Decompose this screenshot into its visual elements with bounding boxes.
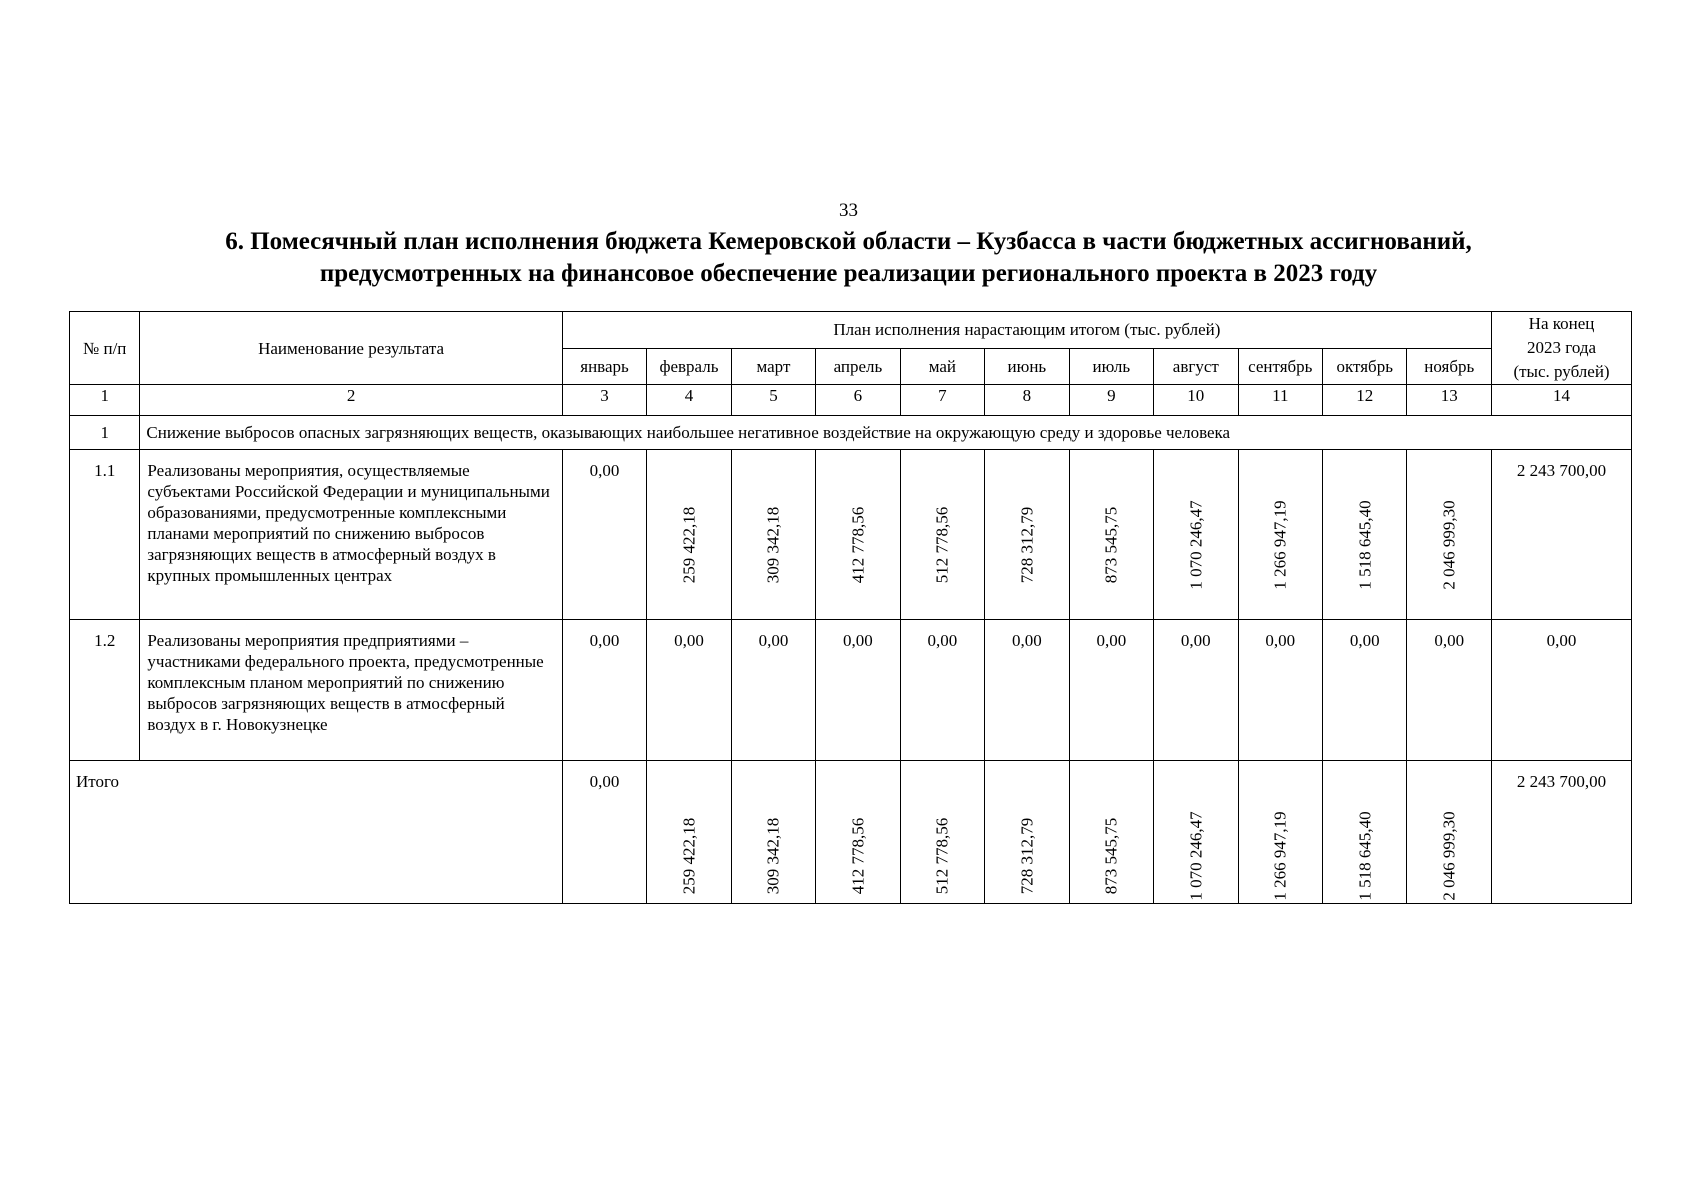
column-number: 3: [562, 385, 646, 416]
value-cell: [1154, 450, 1238, 620]
total-value-cell: [1069, 761, 1153, 904]
total-value-cell: [1154, 761, 1238, 904]
total-label: Итого: [70, 761, 563, 904]
month-header: февраль: [647, 348, 731, 385]
total-value-cell: [900, 761, 984, 904]
value-cell: [816, 450, 900, 620]
total-value-text: 309 342,18: [763, 817, 783, 895]
header-plan: План исполнения нарастающим итогом (тыс. рублей): [562, 312, 1491, 349]
value-text: 309 342,18: [763, 506, 783, 584]
total-value-text: 1 070 246,47: [1186, 811, 1206, 901]
total-value-cell: [985, 761, 1069, 904]
column-number: 12: [1323, 385, 1407, 416]
value-cell: 0,00: [647, 620, 731, 761]
total-value-cell: [1407, 761, 1492, 904]
month-header: октябрь: [1323, 348, 1407, 385]
value-cell: 0,00: [1069, 620, 1153, 761]
value-cell: [647, 450, 731, 620]
value-cell: 0,00: [1238, 620, 1322, 761]
result-row-1-1: [70, 450, 1632, 620]
column-number: 8: [985, 385, 1069, 416]
value-text: 2 046 999,30: [1439, 500, 1459, 590]
value-cell: 0,00: [1407, 620, 1492, 761]
column-number: 7: [900, 385, 984, 416]
header-row-top: [70, 312, 1632, 349]
column-number: 11: [1238, 385, 1322, 416]
column-number: 1: [70, 385, 140, 416]
total-value-text: 512 778,56: [932, 817, 952, 895]
value-text: 412 778,56: [848, 506, 868, 584]
month-header: январь: [562, 348, 646, 385]
value-cell: 0,00: [1323, 620, 1407, 761]
value-cell: [1323, 450, 1407, 620]
value-text: 259 422,18: [679, 506, 699, 584]
result-number: 1.2: [70, 620, 140, 761]
title-line-1: 6. Помесячный план исполнения бюджета Кемеровской области – Кузбасса в части бюджетных ассигнований,: [225, 228, 1472, 255]
total-value-text: 412 778,56: [848, 817, 868, 895]
value-cell: 0,00: [900, 620, 984, 761]
total-value-cell: [816, 761, 900, 904]
value-text: 512 778,56: [932, 506, 952, 584]
document-title: [0, 226, 1697, 290]
group-title: Снижение выбросов опасных загрязняющих веществ, оказывающих наибольшее негативное воздействие на окружающую среду и здоровье человека: [140, 416, 1632, 450]
header-end-line-1: На конец: [1528, 314, 1595, 333]
result-row-1-2: [70, 620, 1632, 761]
month-header: ноябрь: [1407, 348, 1492, 385]
total-value-text: 2 046 999,30: [1439, 811, 1459, 901]
header-num: № п/п: [70, 312, 140, 385]
header-end-line-3: (тыс. рублей): [1513, 362, 1610, 381]
total-value-text: 1 518 645,40: [1355, 811, 1375, 901]
value-cell: 0,00: [562, 620, 646, 761]
value-cell: [1407, 450, 1492, 620]
value-cell: [1069, 450, 1153, 620]
month-header: июнь: [985, 348, 1069, 385]
month-header: май: [900, 348, 984, 385]
group-number: 1: [70, 416, 140, 450]
value-cell: [731, 450, 815, 620]
group-row: [70, 416, 1632, 450]
value-cell: [1238, 450, 1322, 620]
value-text: 1 266 947,19: [1270, 500, 1290, 590]
total-row: [70, 761, 1632, 904]
month-header: апрель: [816, 348, 900, 385]
end-value-cell: 2 243 700,00: [1492, 450, 1632, 620]
total-value-cell: [1323, 761, 1407, 904]
column-number: 10: [1154, 385, 1238, 416]
month-header: март: [731, 348, 815, 385]
total-end-value-cell: 2 243 700,00: [1492, 761, 1632, 904]
value-text: 1 518 645,40: [1355, 500, 1375, 590]
column-number: 6: [816, 385, 900, 416]
total-value-text: 873 545,75: [1101, 817, 1121, 895]
column-number: 9: [1069, 385, 1153, 416]
month-header: июль: [1069, 348, 1153, 385]
column-number: 4: [647, 385, 731, 416]
page-number: 33: [839, 200, 858, 221]
budget-plan-table: [69, 311, 1632, 904]
value-cell: 0,00: [731, 620, 815, 761]
header-result-name: Наименование результата: [140, 312, 562, 385]
total-value-cell: 0,00: [562, 761, 646, 904]
total-value-text: 259 422,18: [679, 817, 699, 895]
result-number: 1.1: [70, 450, 140, 620]
end-value-cell: 0,00: [1492, 620, 1632, 761]
result-name: Реализованы мероприятия, осуществляемые субъектами Российской Федерации и муниципальными образованиями, предусмотренные комплексными планами мероприятий по снижению выбросов загрязняющих веществ в атмосферный воздух в крупных промышленных центрах: [140, 450, 562, 620]
value-cell: 0,00: [1154, 620, 1238, 761]
column-number: 13: [1407, 385, 1492, 416]
header-end-of-year: [1492, 312, 1632, 385]
column-number-row: [70, 385, 1632, 416]
total-value-cell: [731, 761, 815, 904]
total-value-cell: [1238, 761, 1322, 904]
column-number: 5: [731, 385, 815, 416]
value-text: 1 070 246,47: [1186, 500, 1206, 590]
value-cell: 0,00: [816, 620, 900, 761]
total-value-text: 1 266 947,19: [1270, 811, 1290, 901]
total-value-text: 728 312,79: [1017, 817, 1037, 895]
result-name: Реализованы мероприятия предприятиями – участниками федерального проекта, предусмотренные комплексным планом мероприятий по снижению выбросов загрязняющих веществ в атмосферный воздух в г. Новокузнецке: [140, 620, 562, 761]
value-text: 728 312,79: [1017, 506, 1037, 584]
value-text: 873 545,75: [1101, 506, 1121, 584]
header-end-line-2: 2023 года: [1527, 338, 1597, 357]
month-header: сентябрь: [1238, 348, 1322, 385]
value-cell: [900, 450, 984, 620]
total-value-cell: [647, 761, 731, 904]
value-cell: [985, 450, 1069, 620]
column-number: 2: [140, 385, 562, 416]
value-cell: 0,00: [985, 620, 1069, 761]
column-number: 14: [1492, 385, 1632, 416]
month-header: август: [1154, 348, 1238, 385]
title-line-2: предусмотренных на финансовое обеспечение реализации регионального проекта в 2023 году: [319, 260, 1378, 287]
value-cell: 0,00: [562, 450, 646, 620]
